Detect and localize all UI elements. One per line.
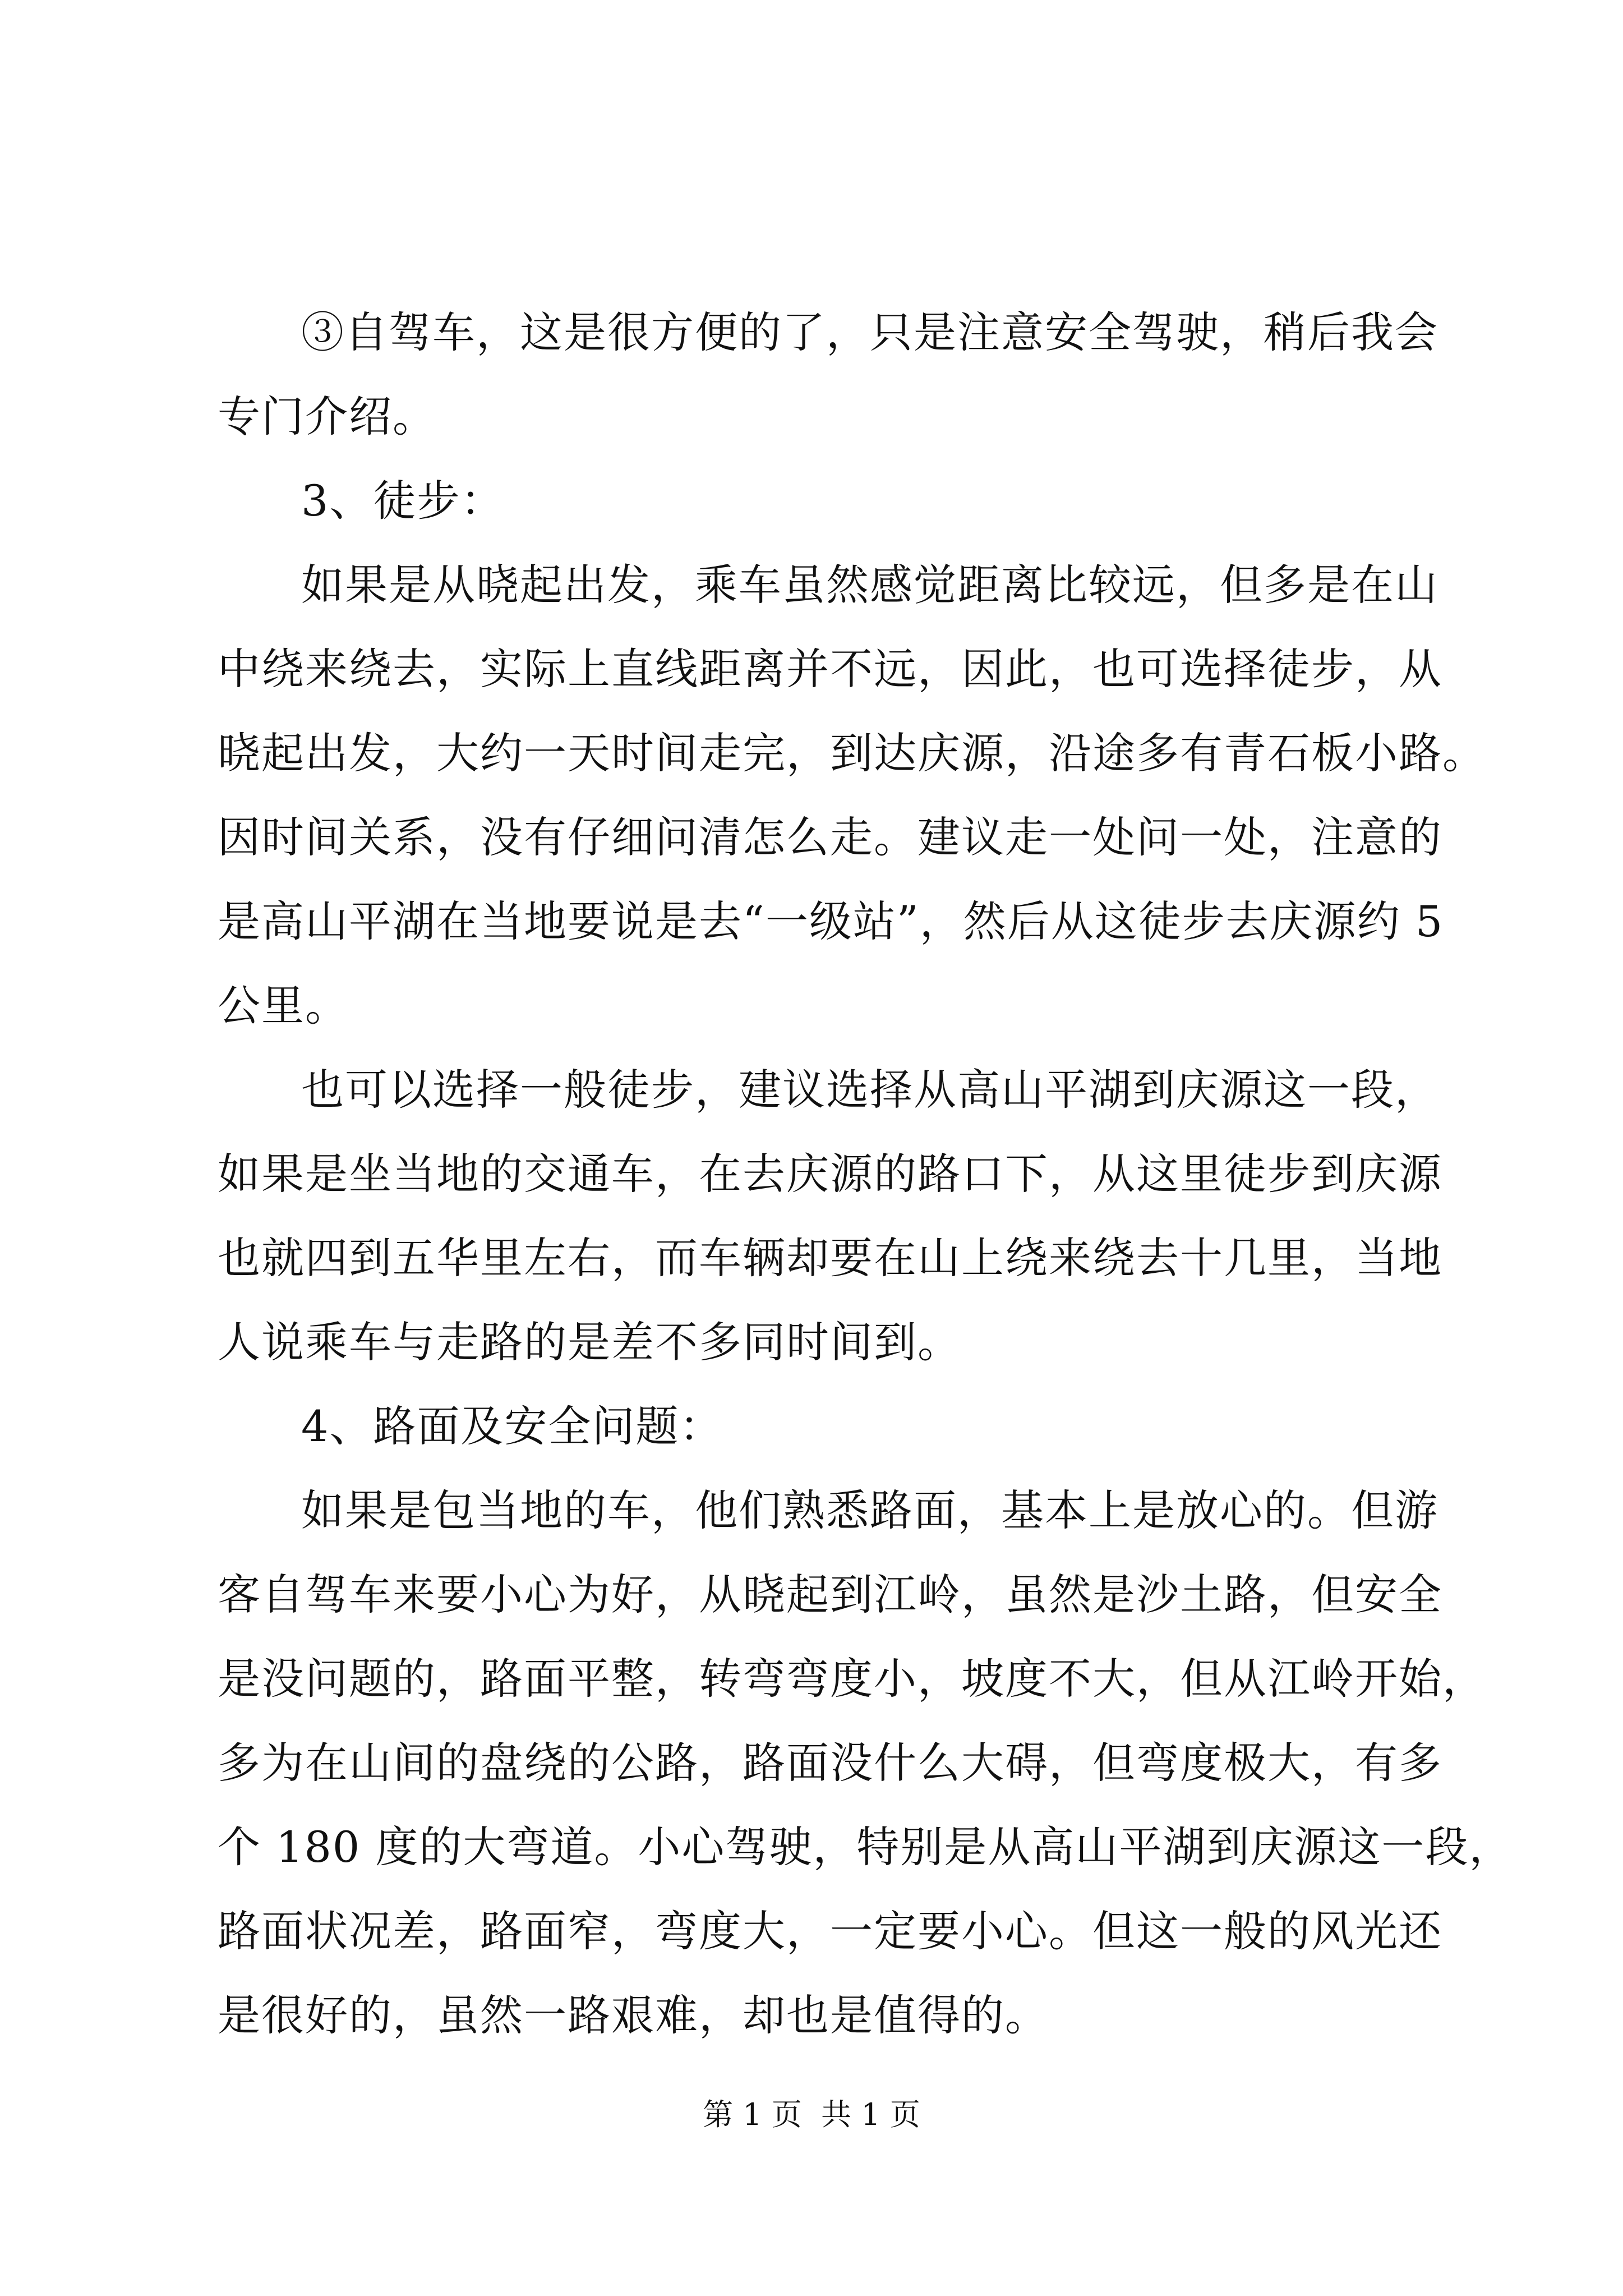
paragraph-line: 是很好的，虽然一路艰难，却也是值得的。 xyxy=(218,1990,1049,2040)
paragraph-line: 公里。 xyxy=(218,981,349,1030)
section-heading: 4、路面及安全问题： xyxy=(301,1401,723,1451)
paragraph-line: 晓起出发，大约一天时间走完，到达庆源，沿途多有青石板小路。 xyxy=(218,728,1486,778)
paragraph-line: 路面状况差，路面窄，弯度大，一定要小心。但这一般的风光还 xyxy=(218,1906,1442,1956)
paragraph-line: 个 180 度的大弯道。小心驾驶，特别是从高山平湖到庆源这一段， xyxy=(218,1822,1513,1872)
paragraph-line: 中绕来绕去，实际上直线距离并不远，因此，也可选择徒步，从 xyxy=(218,644,1442,694)
paragraph-line: 如果是坐当地的交通车，在去庆源的路口下，从这里徒步到庆源 xyxy=(218,1149,1442,1199)
paragraph-line: 是没问题的，路面平整，转弯弯度小，坡度不大，但从江岭开始， xyxy=(218,1654,1486,1704)
paragraph-line: 是高山平湖在当地要说是去“一级站”，然后从这徒步去庆源约 5 xyxy=(218,896,1444,946)
paragraph-line: ③自驾车，这是很方便的了，只是注意安全驾驶，稍后我会 xyxy=(301,307,1438,357)
paragraph-line: 也就四到五华里左右，而车辆却要在山上绕来绕去十几里，当地 xyxy=(218,1233,1442,1283)
paragraph-line: 因时间关系，没有仔细问清怎么走。建议走一处问一处，注意的 xyxy=(218,812,1442,862)
paragraph-line: 专门介绍。 xyxy=(218,392,436,441)
section-heading: 3、徒步： xyxy=(301,476,505,526)
paragraph-line: 客自驾车来要小心为好，从晓起到江岭，虽然是沙土路，但安全 xyxy=(218,1570,1442,1619)
paragraph-line: 也可以选择一般徒步，建议选择从高山平湖到庆源这一段， xyxy=(301,1065,1438,1115)
paragraph-line: 如果是包当地的车，他们熟悉路面，基本上是放心的。但游 xyxy=(301,1485,1438,1535)
paragraph-line: 如果是从晓起出发，乘车虽然感觉距离比较远，但多是在山 xyxy=(301,560,1438,610)
paragraph-line: 多为在山间的盘绕的公路，路面没什么大碍，但弯度极大，有多 xyxy=(218,1738,1442,1788)
page-footer: 第 1 页 共 1 页 xyxy=(703,2097,920,2132)
paragraph-line: 人说乘车与走路的是差不多同时间到。 xyxy=(218,1317,961,1367)
